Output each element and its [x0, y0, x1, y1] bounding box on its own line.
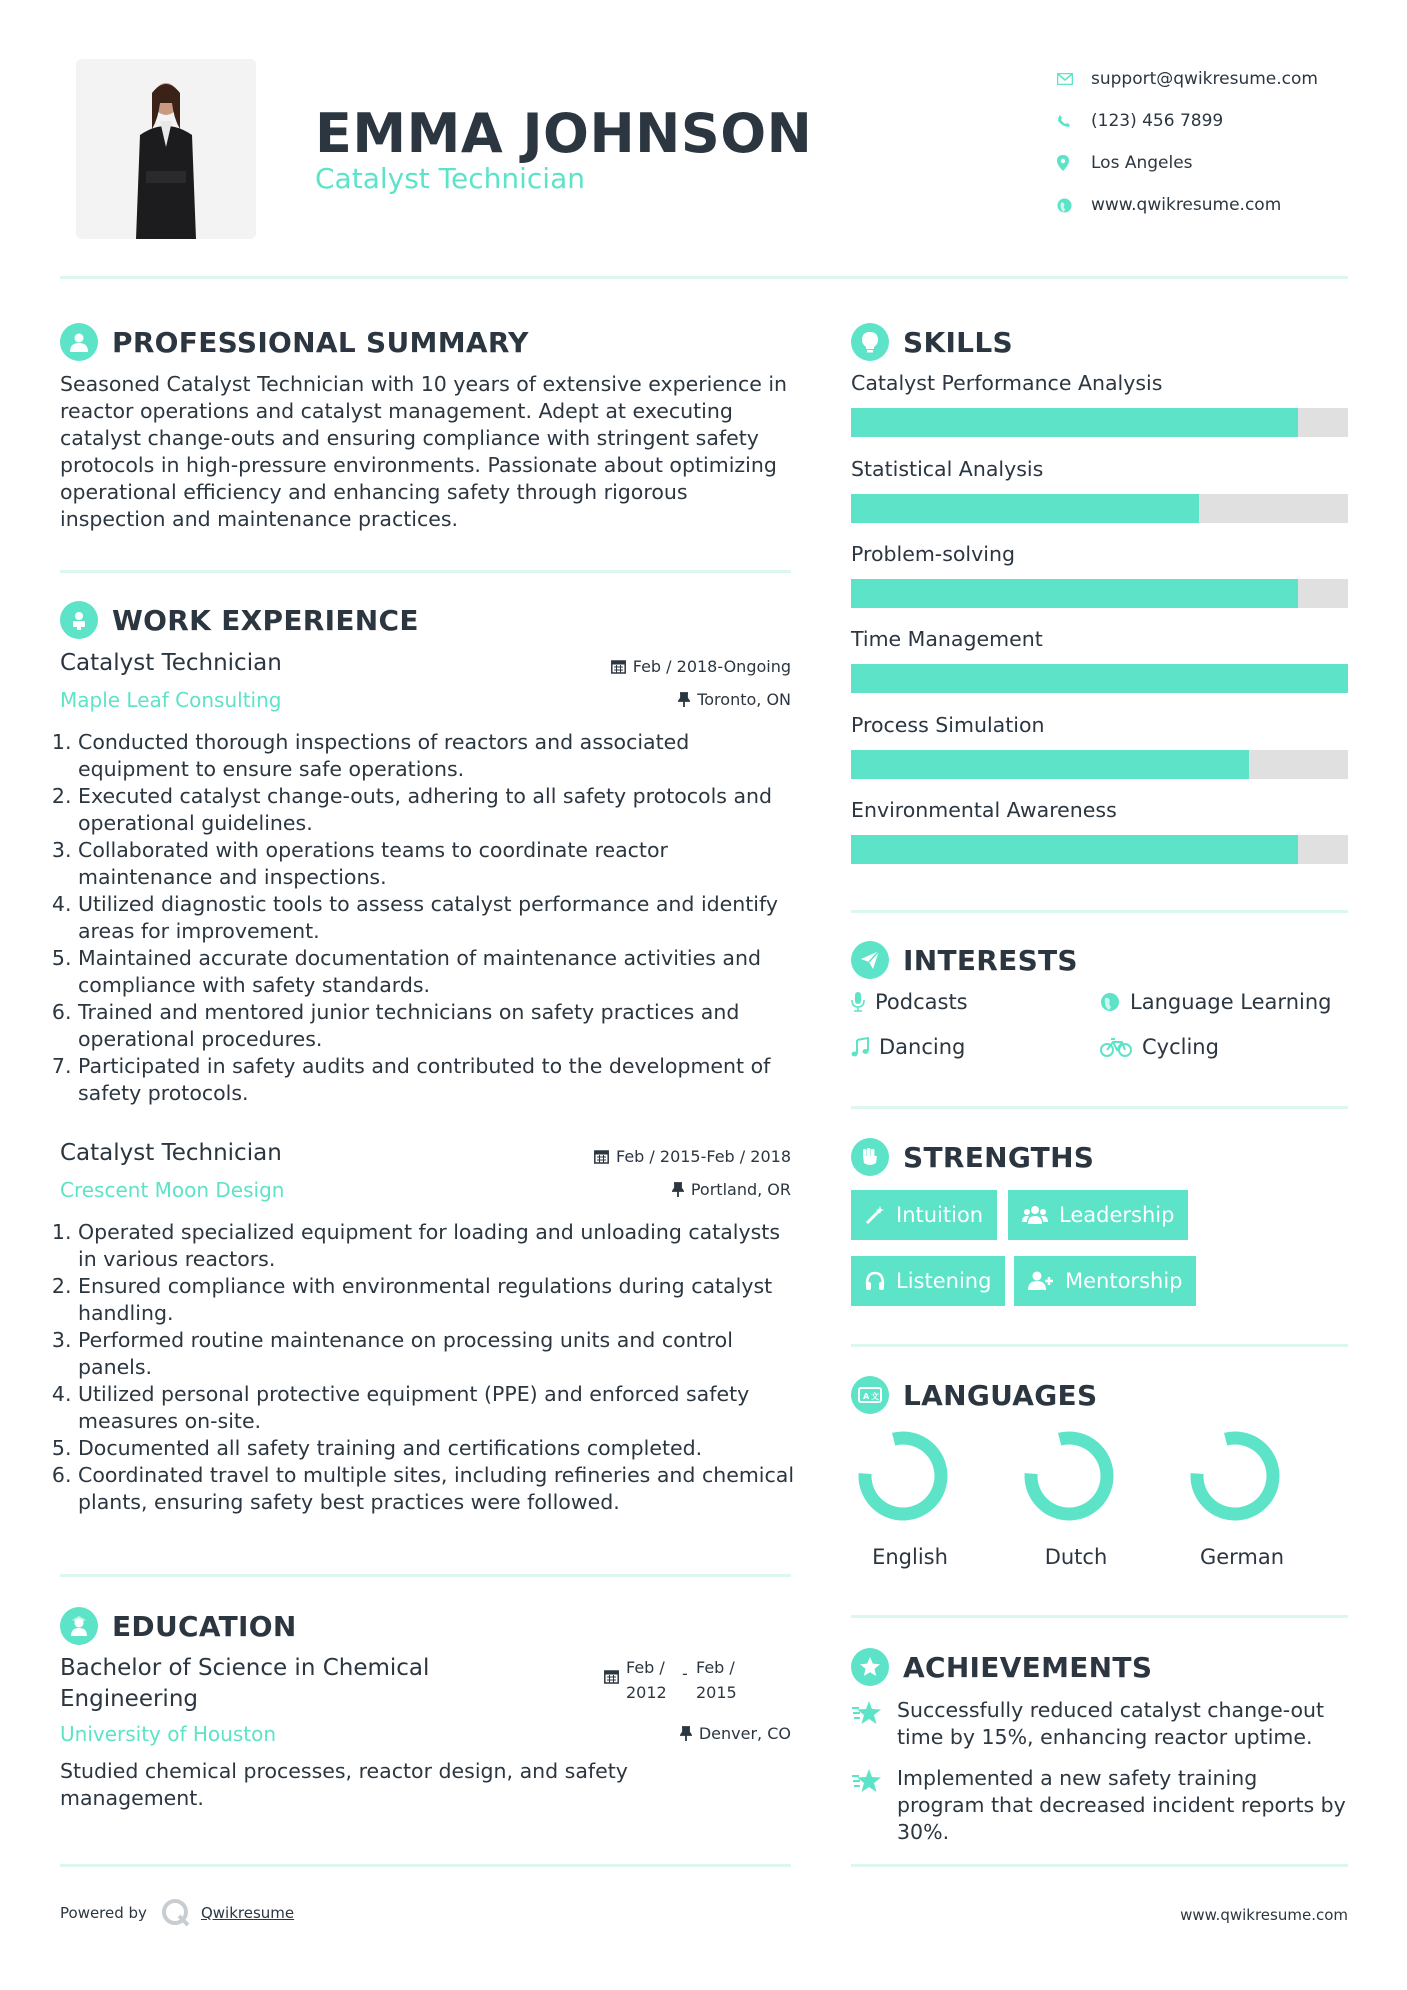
magic-wand-icon	[865, 1205, 885, 1225]
interest-item: Dancing	[851, 1035, 965, 1059]
list-item: 1. Conducted thorough inspections of reactors and associated equipment to ensure safe operations.	[78, 729, 795, 783]
job-title: Catalyst Technician	[60, 1140, 282, 1166]
job-bullets	[60, 729, 795, 1107]
globe-icon	[1057, 198, 1091, 213]
list-item: 2. Executed catalyst change-outs, adhering to all safety protocols and operational guidelines.	[78, 783, 795, 837]
envelope-icon	[1057, 73, 1091, 85]
graduate-icon	[60, 1607, 98, 1645]
job-dates: Feb / 2018-Ongoing	[611, 657, 791, 676]
footer-url-link[interactable]: www.qwikresume.com	[1180, 1906, 1348, 1924]
education-school: University of Houston	[60, 1722, 277, 1746]
languages-heading: A 文 LANGUAGES	[851, 1376, 1097, 1414]
skill-fill	[851, 835, 1298, 864]
pushpin-icon	[678, 692, 690, 707]
candidate-title: Catalyst Technician	[315, 162, 585, 195]
skill-fill	[851, 579, 1298, 608]
language-ring-german	[1189, 1430, 1281, 1522]
interests-divider	[851, 1106, 1348, 1109]
user-icon	[60, 323, 98, 361]
skill-label: Process Simulation	[851, 713, 1045, 737]
calendar-icon	[594, 1149, 609, 1164]
experience-heading: WORK EXPERIENCE	[60, 601, 419, 639]
contact-phone[interactable]: (123) 456 7899	[1057, 100, 1357, 142]
contact-website[interactable]: www.qwikresume.com	[1057, 184, 1357, 226]
list-item: 7. Participated in safety audits and contributed to the development of safety protocols.	[78, 1053, 795, 1107]
list-item: 5. Maintained accurate documentation of maintenance activities and compliance with safety standards.	[78, 945, 795, 999]
microphone-icon	[851, 992, 865, 1012]
list-item: 6. Trained and mentored junior technicians on safety practices and operational procedures.	[78, 999, 795, 1053]
bicycle-icon	[1100, 1037, 1132, 1057]
achievement-item: Successfully reduced catalyst change-out time by 15%, enhancing reactor uptime.	[851, 1697, 1347, 1751]
language-ring-arc	[1197, 1438, 1273, 1514]
skill-label: Problem-solving	[851, 542, 1015, 566]
skill-bar	[851, 835, 1348, 864]
strength-tag-mentorship: Mentorship	[1014, 1256, 1196, 1306]
footer-powered-by: Powered by Qwikresume	[60, 1898, 294, 1928]
skill-label: Statistical Analysis	[851, 457, 1044, 481]
map-pin-icon	[1057, 155, 1091, 171]
job-location: Portland, OR	[672, 1180, 791, 1199]
qwikresume-logo-icon	[161, 1898, 191, 1928]
profile-photo	[76, 59, 256, 239]
summary-divider	[60, 570, 791, 573]
language-name: English	[872, 1545, 948, 1569]
calendar-icon	[611, 659, 626, 674]
education-description: Studied chemical processes, reactor design, and safety management.	[60, 1759, 628, 1810]
star-badge-icon	[851, 1648, 889, 1686]
svg-text:文: 文	[871, 1392, 879, 1401]
skill-bar	[851, 664, 1348, 693]
job-bullets	[60, 1219, 795, 1516]
briefcase-icon	[60, 601, 98, 639]
header-divider	[60, 276, 1348, 279]
language-ring-dutch	[1023, 1430, 1115, 1522]
pushpin-icon	[672, 1182, 684, 1197]
interest-item: Podcasts	[851, 990, 968, 1014]
education-degree: Bachelor of Science in Chemical Engineering	[60, 1655, 430, 1712]
star-icon	[851, 1700, 885, 1726]
skill-fill	[851, 494, 1199, 523]
education-divider	[60, 1864, 791, 1867]
summary-text: Seasoned Catalyst Technician with 10 years of extensive experience in reactor operations and catalyst management. Adept at executing catalyst change-outs and ensuring compliance with stringent safety protocols in high-pressure environments. Passionate about optimizing operational efficiency and enhancing safety through rigorous inspection and maintenance practices.	[60, 372, 788, 531]
list-item: 3. Collaborated with operations teams to coordinate reactor maintenance and inspections.	[78, 837, 795, 891]
skill-bar	[851, 408, 1348, 437]
strengths-divider	[851, 1344, 1348, 1347]
interest-item: Cycling	[1100, 1035, 1219, 1059]
headphones-icon	[865, 1271, 885, 1291]
pushpin-icon	[680, 1726, 692, 1741]
skills-heading: SKILLS	[851, 323, 1013, 361]
achievements-heading: ACHIEVEMENTS	[851, 1648, 1152, 1686]
list-item: 3. Performed routine maintenance on processing units and control panels.	[78, 1327, 795, 1381]
list-item: 5. Documented all safety training and certifications completed.	[78, 1435, 795, 1462]
skill-bar	[851, 494, 1348, 523]
fist-icon	[851, 1138, 889, 1176]
strength-tag-leadership: Leadership	[1008, 1190, 1188, 1240]
lightbulb-icon	[851, 323, 889, 361]
list-item: 4. Utilized personal protective equipment (PPE) and enforced safety measures on-site.	[78, 1381, 795, 1435]
job-dates: Feb / 2015-Feb / 2018	[594, 1147, 791, 1166]
language-ring-arc	[1031, 1438, 1107, 1514]
education-date-separator: -	[682, 1664, 688, 1683]
education-end: Feb / 2015	[696, 1658, 737, 1702]
strengths-heading: STRENGTHS	[851, 1138, 1094, 1176]
list-item: 2. Ensured compliance with environmental regulations during catalyst handling.	[78, 1273, 795, 1327]
interest-item: Language Learning	[1100, 990, 1331, 1014]
strength-tag-intuition: Intuition	[851, 1190, 997, 1240]
languages-divider	[851, 1615, 1348, 1618]
job-company: Maple Leaf Consulting	[60, 688, 282, 712]
user-plus-icon	[1028, 1271, 1054, 1291]
job-company: Crescent Moon Design	[60, 1178, 285, 1202]
language-name: German	[1199, 1545, 1285, 1569]
list-item: 6. Coordinated travel to multiple sites, including refineries and chemical plants, ensuring safety best practices were followed.	[78, 1462, 795, 1516]
star-icon	[851, 1768, 885, 1794]
phone-icon	[1057, 114, 1091, 128]
language-name: Dutch	[1044, 1545, 1108, 1569]
skills-divider	[851, 910, 1348, 913]
contact-location: Los Angeles	[1057, 142, 1357, 184]
footer-brand-link[interactable]: Qwikresume	[200, 1904, 295, 1922]
skill-bar	[851, 750, 1348, 779]
list-item: 1. Operated specialized equipment for loading and unloading catalysts in various reactors.	[78, 1219, 795, 1273]
summary-heading: PROFESSIONAL SUMMARY	[60, 323, 529, 361]
skill-fill	[851, 664, 1348, 693]
language-ring-arc	[865, 1438, 941, 1514]
svg-text:A: A	[863, 1392, 870, 1401]
contact-email[interactable]: support@qwikresume.com	[1057, 58, 1357, 100]
skill-label: Time Management	[851, 627, 1043, 651]
education-heading: EDUCATION	[60, 1607, 297, 1645]
job-location: Toronto, ON	[678, 690, 791, 709]
education-location: Denver, CO	[680, 1724, 791, 1743]
list-item: 4. Utilized diagnostic tools to assess catalyst performance and identify areas for improvement.	[78, 891, 795, 945]
achievement-item: Implemented a new safety training program that decreased incident reports by 30%.	[851, 1765, 1347, 1846]
education-start: Feb / 2012	[626, 1658, 667, 1702]
skill-fill	[851, 750, 1249, 779]
music-note-icon	[851, 1037, 869, 1057]
language-card-icon	[851, 1376, 889, 1414]
skill-fill	[851, 408, 1298, 437]
users-icon	[1022, 1205, 1048, 1225]
globe-icon	[1100, 992, 1120, 1012]
strength-tag-listening: Listening	[851, 1256, 1005, 1306]
education-dates	[604, 1655, 752, 1705]
calendar-icon	[604, 1669, 619, 1684]
skill-bar	[851, 579, 1348, 608]
contact-list	[1057, 58, 1357, 226]
job-title: Catalyst Technician	[60, 650, 282, 676]
achievements-divider	[851, 1864, 1348, 1867]
experience-divider	[60, 1574, 791, 1577]
interests-heading: INTERESTS	[851, 941, 1078, 979]
skill-label: Environmental Awareness	[851, 798, 1117, 822]
candidate-name: EMMA JOHNSON	[315, 102, 813, 165]
paper-plane-icon	[851, 941, 889, 979]
skill-label: Catalyst Performance Analysis	[851, 371, 1163, 395]
language-ring-english	[857, 1430, 949, 1522]
